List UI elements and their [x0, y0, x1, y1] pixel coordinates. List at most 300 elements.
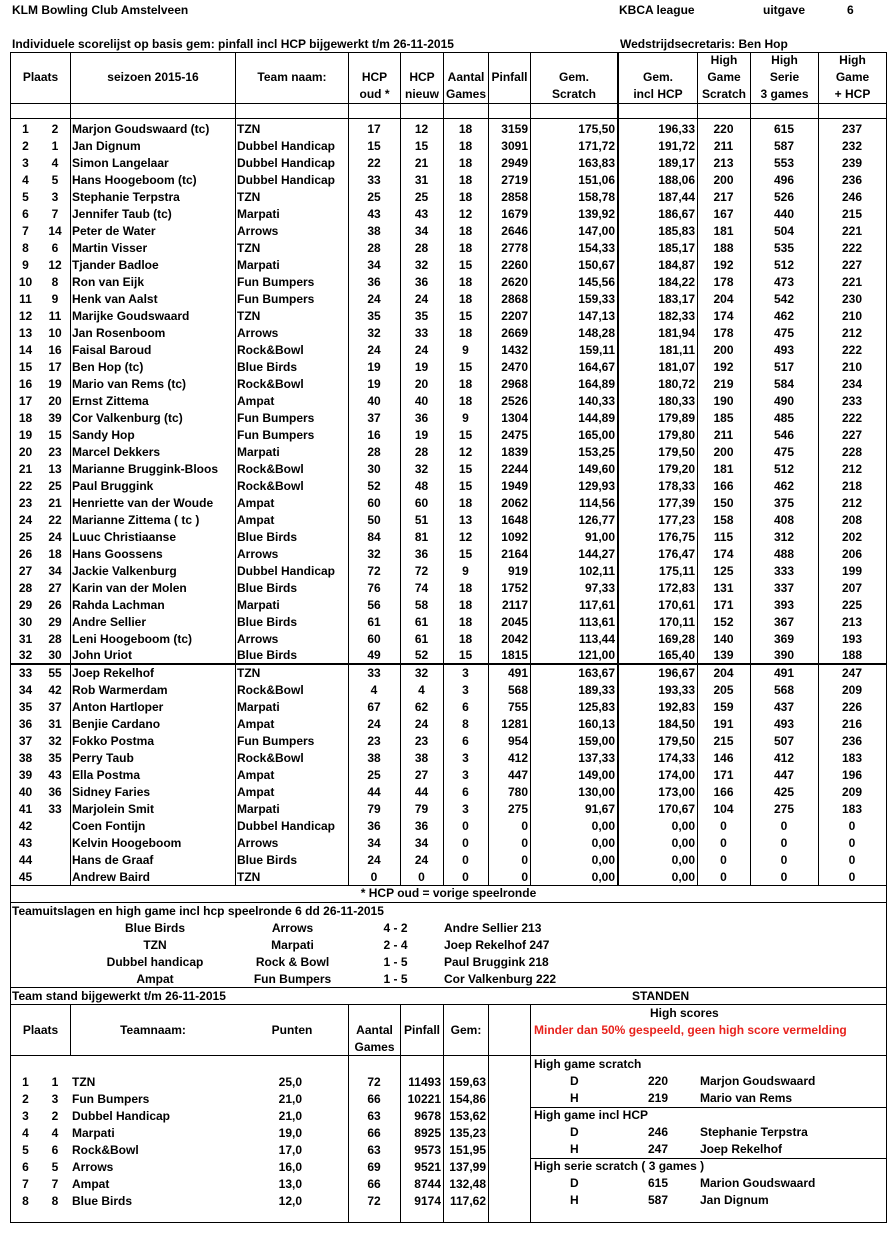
player-cell: Henriette van der Woude: [72, 495, 214, 510]
result-high: Paul Bruggink 218: [444, 955, 549, 969]
player-cell: 212: [841, 461, 863, 476]
player-cell: 473: [773, 274, 795, 289]
player-cell: 19: [414, 427, 429, 442]
player-cell: 2719: [501, 172, 528, 187]
player-cell: 204: [713, 665, 734, 680]
player-cell: 2949: [501, 155, 528, 170]
standings-cell: 9573: [414, 1142, 441, 1157]
standings-row: [11, 1192, 531, 1209]
result-high: Cor Valkenburg 222: [444, 972, 557, 986]
player-cell: 137,33: [578, 750, 615, 765]
player-cell: 211: [713, 138, 734, 153]
player-cell: 49: [367, 648, 381, 663]
player-cell: 184,87: [658, 257, 695, 272]
player-cell: 21: [48, 495, 62, 510]
player-cell: Rock&Bowl: [237, 342, 304, 357]
player-cell: 12: [48, 257, 62, 272]
player-cell: 17: [48, 359, 62, 374]
player-cell: 32: [414, 257, 429, 272]
player-cell: 193,33: [658, 682, 695, 697]
player-cell: 170,61: [658, 597, 695, 612]
standings-cell: 8925: [414, 1125, 441, 1140]
col-header-hg-scratch-1: High: [710, 53, 738, 67]
player-cell: 18: [458, 274, 473, 289]
standings-cell: 5: [22, 1142, 29, 1157]
player-cell: 26: [48, 597, 62, 612]
player-cell: Marpati: [237, 257, 280, 272]
player-cell: Fun Bumpers: [237, 291, 315, 306]
player-cell: 43: [48, 767, 62, 782]
player-cell: 207: [841, 580, 863, 595]
standings-row: [11, 1175, 531, 1192]
player-cell: 149,60: [578, 461, 615, 476]
player-cell: Blue Birds: [237, 852, 298, 867]
player-cell: 40: [414, 393, 429, 408]
col-header-gem-scratch-2: Scratch: [551, 87, 597, 101]
player-cell: 19: [18, 427, 33, 442]
player-row: [11, 494, 886, 511]
player-cell: 41: [18, 801, 33, 816]
player-cell: 192: [713, 257, 734, 272]
player-cell: 61: [414, 614, 429, 629]
player-cell: 493: [773, 342, 795, 357]
player-row: [11, 392, 886, 409]
player-cell: Ampat: [237, 784, 275, 799]
player-cell: 35: [414, 308, 429, 323]
player-cell: 181: [713, 223, 734, 238]
player-cell: 275: [773, 801, 795, 816]
player-cell: 0: [780, 818, 788, 833]
player-cell: 9: [462, 410, 469, 425]
player-cell: 237: [841, 121, 863, 136]
player-cell: 56: [367, 597, 381, 612]
player-cell: 412: [507, 750, 528, 765]
player-cell: Marpati: [237, 801, 280, 816]
player-row: [11, 477, 886, 494]
player-row: [11, 681, 886, 698]
player-cell: 170,11: [658, 614, 695, 629]
player-cell: Fun Bumpers: [237, 410, 315, 425]
high-score-name: Stephanie Terpstra: [700, 1125, 808, 1139]
player-cell: 125: [713, 563, 734, 578]
col-header-team: Team naam:: [257, 70, 327, 84]
player-cell: 0,00: [591, 818, 615, 833]
high-score-code: D: [570, 1176, 579, 1190]
player-cell: 18: [458, 376, 473, 391]
player-row: [11, 171, 886, 188]
player-cell: 24: [18, 512, 33, 527]
player-cell: 615: [773, 121, 795, 136]
high-score-name: Jan Dignum: [700, 1193, 769, 1207]
player-cell: 227: [841, 257, 863, 272]
player-cell: 43: [367, 206, 381, 221]
player-cell: 542: [773, 291, 795, 306]
player-cell: Arrows: [237, 223, 279, 238]
standings-cell: Arrows: [72, 1159, 114, 1174]
player-cell: 181,11: [658, 342, 695, 357]
standings-title: Team stand bijgewerkt t/m 26-11-2015: [12, 989, 226, 1003]
player-cell: 13: [18, 325, 33, 340]
player-cell: 31: [18, 631, 33, 646]
standings-cell: 12,0: [278, 1193, 302, 1208]
player-row: [11, 579, 886, 596]
player-cell: 178: [713, 274, 734, 289]
player-cell: 512: [773, 461, 795, 476]
player-cell: 191,72: [658, 138, 695, 153]
player-cell: 490: [773, 393, 795, 408]
player-cell: 129,93: [578, 478, 615, 493]
col-header-seizoen: seizoen 2015-16: [107, 70, 199, 84]
player-cell: 35: [367, 308, 381, 323]
player-cell: 20: [48, 393, 62, 408]
player-cell: 17: [18, 393, 33, 408]
player-row: [11, 698, 886, 715]
player-cell: 1949: [501, 478, 528, 493]
player-cell: 0: [720, 852, 727, 867]
high-score-name: Mario van Rems: [700, 1091, 793, 1105]
player-cell: 146: [713, 750, 734, 765]
player-cell: 2042: [501, 631, 528, 646]
player-cell: 0,00: [591, 852, 615, 867]
player-cell: 2062: [501, 495, 528, 510]
result-away: Marpati: [271, 938, 314, 952]
player-cell: 2164: [501, 546, 528, 561]
standings-cell: 132,48: [449, 1176, 486, 1191]
col-header-games-1: Aantal: [447, 70, 485, 84]
player-cell: 72: [367, 563, 381, 578]
standings-cell: 137,99: [449, 1159, 486, 1174]
player-cell: Dubbel Handicap: [237, 172, 336, 187]
player-cell: 28: [414, 240, 429, 255]
player-row: [11, 188, 886, 205]
player-cell: 200: [713, 342, 734, 357]
player-cell: 209: [841, 682, 863, 697]
player-cell: 163,83: [578, 155, 615, 170]
player-cell: TZN: [237, 240, 261, 255]
standings-cell: 21,0: [278, 1108, 302, 1123]
player-cell: 18: [458, 155, 473, 170]
player-row: [11, 358, 886, 375]
player-row: [11, 409, 886, 426]
standings-cell: 7: [51, 1176, 59, 1191]
player-cell: 199: [841, 563, 863, 578]
player-cell: 185: [713, 410, 734, 425]
player-cell: 36: [367, 274, 381, 289]
player-row: [11, 239, 886, 256]
player-cell: 211: [713, 427, 734, 442]
player-cell: 475: [773, 325, 795, 340]
player-cell: 10: [48, 325, 62, 340]
player-cell: Sandy Hop: [72, 427, 135, 442]
player-cell: 15: [367, 138, 381, 153]
player-cell: 15: [458, 478, 473, 493]
player-cell: 60: [367, 495, 381, 510]
player-cell: 412: [773, 750, 795, 765]
player-cell: 22: [367, 155, 381, 170]
player-cell: 3: [462, 750, 469, 765]
st-col-games-1: Aantal: [356, 1023, 393, 1037]
high-score-value: 247: [648, 1142, 669, 1156]
player-cell: 79: [367, 801, 381, 816]
player-cell: 22: [48, 512, 62, 527]
player-cell: 4: [51, 155, 59, 170]
player-cell: 126,77: [578, 512, 615, 527]
player-cell: 9: [462, 563, 469, 578]
player-cell: 12: [458, 206, 473, 221]
player-cell: 67: [367, 699, 381, 714]
player-row: [11, 749, 886, 766]
col-header-hs-3: 3 games: [760, 87, 809, 101]
player-cell: 1: [22, 121, 29, 136]
player-cell: 144,27: [578, 546, 615, 561]
result-home: Blue Birds: [124, 921, 185, 935]
standings-cell: 5: [51, 1159, 59, 1174]
player-cell: Marpati: [237, 444, 280, 459]
player-cell: 19: [367, 359, 381, 374]
col-header-hg-scratch-3: Scratch: [701, 87, 747, 101]
high-score-code: H: [570, 1193, 579, 1207]
edition-number: 6: [847, 3, 854, 17]
player-cell: 19: [367, 376, 381, 391]
player-cell: 167: [713, 206, 734, 221]
player-cell: 186,67: [658, 206, 695, 221]
player-cell: 227: [841, 427, 863, 442]
player-cell: 0: [462, 818, 469, 833]
st-col-plaats: Plaats: [22, 1023, 59, 1037]
player-cell: 1839: [501, 444, 528, 459]
player-cell: 185,17: [658, 240, 695, 255]
player-cell: Ampat: [237, 393, 275, 408]
player-cell: 121,00: [578, 648, 615, 663]
standings-cell: 4: [22, 1125, 29, 1140]
col-header-hg-hcp-2: Game: [835, 70, 870, 84]
player-cell: Marjon Goudswaard (tc): [72, 121, 210, 136]
col-header-hcp-nieuw-2: nieuw: [404, 87, 439, 101]
player-row: [11, 766, 886, 783]
player-cell: 84: [367, 529, 381, 544]
player-cell: 0: [462, 835, 469, 850]
player-cell: 36: [48, 784, 62, 799]
secretary: Wedstrijdsecretaris: Ben Hop: [620, 37, 788, 51]
player-cell: Ampat: [237, 767, 275, 782]
player-cell: 38: [18, 750, 33, 765]
footnote: * HCP oud = vorige speelronde: [360, 886, 537, 900]
standings-row: [11, 1124, 531, 1141]
player-cell: 0,00: [591, 835, 615, 850]
player-cell: 39: [48, 410, 62, 425]
standings-cell: 6: [51, 1142, 59, 1157]
standen-label: STANDEN: [632, 989, 690, 1003]
player-cell: 3: [462, 767, 469, 782]
player-cell: 18: [458, 223, 473, 238]
player-row: [11, 154, 886, 171]
player-cell: 780: [507, 784, 528, 799]
player-cell: Faisal Baroud: [72, 342, 152, 357]
player-cell: 526: [773, 189, 795, 204]
player-cell: 159,11: [578, 342, 615, 357]
player-cell: 196,33: [658, 121, 695, 136]
player-cell: 0: [521, 852, 528, 867]
player-cell: 312: [773, 529, 795, 544]
player-cell: 9: [462, 342, 469, 357]
player-cell: 2470: [501, 359, 528, 374]
player-row: [11, 783, 886, 800]
player-cell: 130,00: [578, 784, 615, 799]
st-col-punten: Punten: [271, 1023, 313, 1037]
player-cell: 0: [521, 869, 528, 884]
player-cell: Rahda Lachman: [72, 597, 165, 612]
player-cell: 28: [18, 580, 33, 595]
player-cell: Ben Hop (tc): [72, 359, 144, 374]
players-table: [11, 120, 886, 885]
player-cell: 36: [18, 716, 33, 731]
player-cell: 6: [22, 206, 29, 221]
player-cell: 31: [48, 716, 62, 731]
player-cell: Jennifer Taub (tc): [72, 206, 172, 221]
player-cell: 165,00: [578, 427, 615, 442]
player-cell: Marcel Dekkers: [72, 444, 161, 459]
player-cell: 215: [713, 733, 734, 748]
player-cell: 81: [414, 529, 429, 544]
player-cell: 12: [414, 121, 429, 136]
player-cell: 171: [713, 767, 734, 782]
player-cell: 493: [773, 716, 795, 731]
player-cell: 18: [458, 614, 473, 629]
standings-cell: 63: [367, 1108, 381, 1123]
player-cell: Fokko Postma: [72, 733, 155, 748]
player-row: [11, 562, 886, 579]
player-cell: 18: [458, 121, 473, 136]
player-cell: 174: [713, 546, 734, 561]
player-cell: TZN: [237, 121, 261, 136]
player-row: [11, 324, 886, 341]
player-cell: Dubbel Handicap: [237, 818, 336, 833]
player-cell: 13: [458, 512, 473, 527]
player-cell: 24: [414, 716, 429, 731]
player-cell: Marpati: [237, 206, 280, 221]
player-cell: 18: [458, 172, 473, 187]
player-cell: 496: [773, 172, 795, 187]
player-cell: 113,44: [578, 631, 615, 646]
player-row: [11, 613, 886, 630]
player-cell: 171: [713, 597, 734, 612]
player-cell: 179,50: [658, 733, 695, 748]
player-cell: 9: [22, 257, 29, 272]
col-header-hcp-oud-2: oud *: [359, 87, 390, 101]
player-cell: 14: [18, 342, 33, 357]
player-cell: 3: [462, 665, 469, 680]
player-cell: 79: [414, 801, 429, 816]
player-cell: 2868: [501, 291, 528, 306]
player-cell: 0: [848, 818, 856, 833]
player-cell: Blue Birds: [237, 614, 298, 629]
player-cell: 30: [367, 461, 381, 476]
player-cell: 0: [848, 835, 856, 850]
player-cell: 44: [18, 852, 33, 867]
high-score-code: D: [570, 1125, 579, 1139]
col-header-gem-hcp-2: incl HCP: [633, 87, 683, 101]
player-cell: 491: [507, 665, 528, 680]
player-cell: 27: [414, 767, 429, 782]
high-score-code: H: [570, 1091, 579, 1105]
player-cell: Andrew Baird: [72, 869, 151, 884]
league-name: KBCA league: [619, 3, 695, 17]
player-cell: 32: [18, 648, 33, 663]
player-cell: 163,67: [578, 665, 615, 680]
player-cell: 180,33: [658, 393, 695, 408]
standings-cell: 66: [367, 1125, 381, 1140]
standings-cell: 159,63: [449, 1074, 486, 1089]
player-row: [11, 528, 886, 545]
player-cell: Rock&Bowl: [237, 478, 304, 493]
player-cell: 33: [367, 172, 381, 187]
player-cell: 18: [458, 631, 473, 646]
player-cell: 18: [458, 393, 473, 408]
player-cell: Andre Sellier: [72, 614, 147, 629]
col-header-plaats: Plaats: [22, 70, 59, 84]
player-cell: Marpati: [237, 597, 280, 612]
player-cell: Ernst Zittema: [72, 393, 149, 408]
player-cell: Arrows: [237, 631, 279, 646]
player-cell: 3: [462, 801, 469, 816]
st-col-pinfall: Pinfall: [403, 1023, 440, 1037]
standings-cell: 153,62: [449, 1108, 486, 1123]
player-row: [11, 137, 886, 154]
standings-cell: 6: [22, 1159, 29, 1174]
player-cell: 200: [713, 444, 734, 459]
player-cell: Cor Valkenburg (tc): [72, 410, 183, 425]
player-cell: 6: [51, 240, 59, 255]
player-cell: 30: [48, 648, 62, 663]
player-cell: 216: [841, 716, 863, 731]
player-cell: Paul Bruggink: [72, 478, 154, 493]
standings-cell: Marpati: [72, 1125, 115, 1140]
player-cell: Arrows: [237, 325, 279, 340]
result-score: 1 - 5: [383, 972, 408, 986]
player-cell: 38: [367, 223, 381, 238]
standings-cell: 7: [22, 1176, 29, 1191]
col-header-games-2: Games: [445, 87, 487, 101]
player-cell: 28: [367, 240, 381, 255]
player-cell: 29: [18, 597, 33, 612]
standings-cell: 8: [22, 1193, 29, 1208]
player-cell: 165,40: [658, 648, 695, 663]
player-cell: 19: [48, 376, 62, 391]
player-cell: 535: [773, 240, 795, 255]
player-cell: 171,72: [578, 138, 615, 153]
standings-cell: 1: [22, 1074, 29, 1089]
player-cell: 32: [48, 733, 62, 748]
high-score-value: 587: [648, 1193, 669, 1207]
player-cell: 196,67: [658, 665, 695, 680]
player-cell: 139: [713, 648, 734, 663]
player-cell: 15: [458, 257, 473, 272]
player-cell: 36: [414, 410, 429, 425]
standings-row: [11, 1158, 531, 1175]
player-cell: Henk van Aalst: [72, 291, 158, 306]
player-cell: 144,89: [578, 410, 615, 425]
player-row: [11, 664, 886, 681]
player-cell: 158: [713, 512, 734, 527]
player-cell: 12: [458, 444, 473, 459]
player-cell: 220: [713, 121, 734, 136]
player-cell: 21: [414, 155, 429, 170]
standings-cell: 2: [22, 1091, 29, 1106]
player-cell: 25: [367, 189, 381, 204]
player-cell: 36: [414, 546, 429, 561]
player-row: [11, 426, 886, 443]
standings-cell: 66: [367, 1176, 381, 1191]
